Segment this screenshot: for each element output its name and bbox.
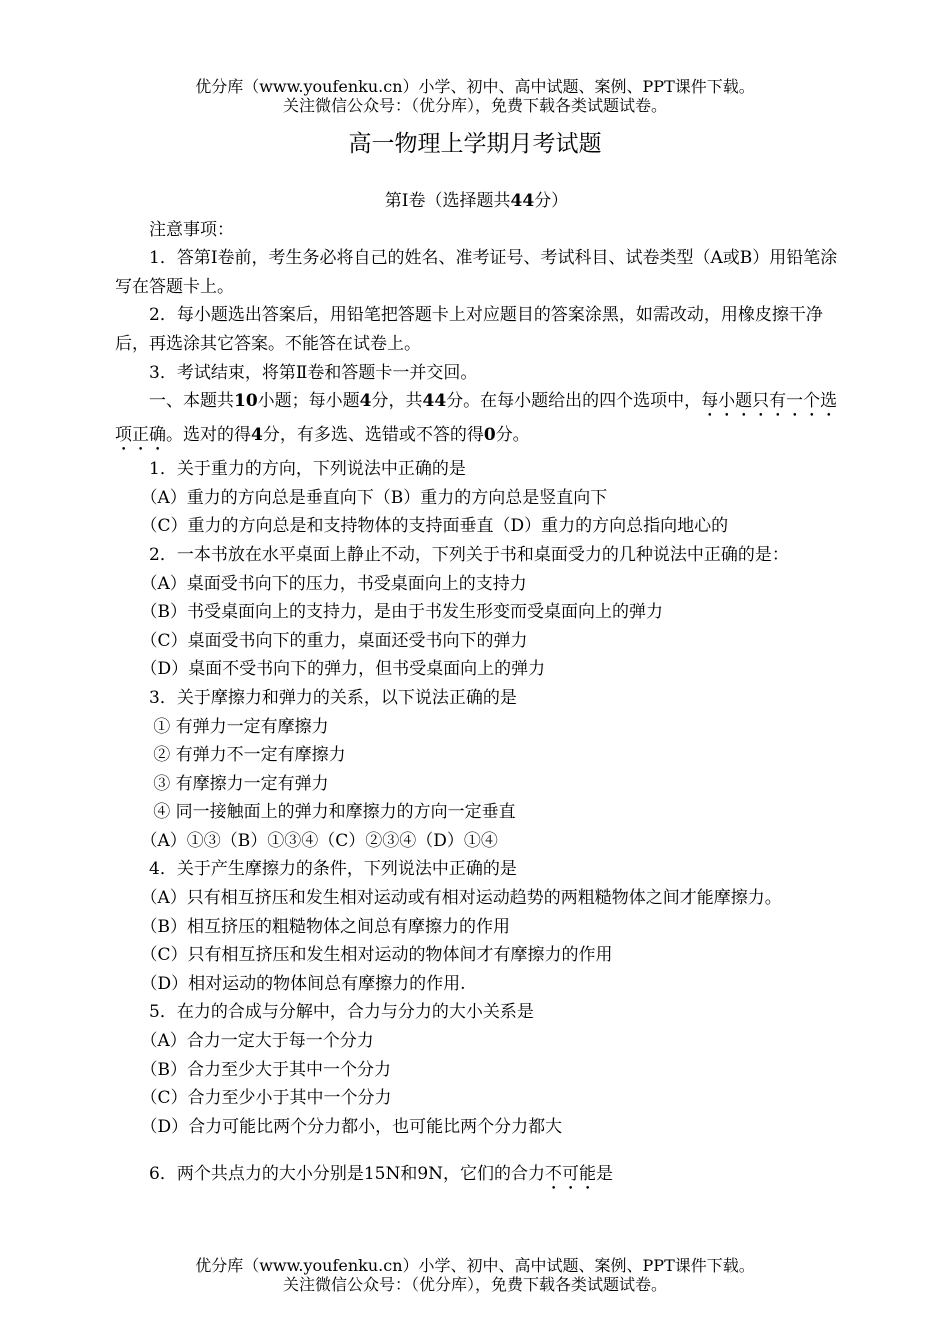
instruction-number: 4 (251, 425, 263, 446)
page-title: 高一物理上学期月考试题 (348, 131, 602, 157)
question-option: （A）合力一定大于每一个分力 (140, 1031, 374, 1052)
question-option: （D）相对运动的物体间总有摩擦力的作用. (140, 973, 466, 994)
instruction-number: 0 (483, 425, 496, 446)
question-options: （A）①③（B）①③④（C）②③④（D）①④ (140, 830, 498, 851)
header-line-1: 优分库（www.youfenku.cn）小学、初中、高中试题、案例、PPT课件下载。 (195, 77, 755, 96)
instruction-text: 分。 (495, 425, 530, 446)
question-option: （B）书受桌面向上的支持力，是由于书发生形变而受桌面向上的弹力 (140, 602, 663, 623)
question-statement: ③ 有摩擦力一定有弹力 (153, 773, 329, 794)
question-stem: 5．在力的合成与分解中，合力与分力的大小关系是 (149, 1002, 534, 1023)
question-option: （C）合力至少小于其中一个分力 (140, 1088, 392, 1109)
question-stem: 1．关于重力的方向，下列说法中正确的是 (149, 459, 466, 480)
instruction-number: 10 (234, 391, 258, 412)
instruction-number: 4 (359, 391, 372, 412)
notice-item: 2．每小题选出答案后，用铅笔把答题卡上对应题目的答案涂黑，如需改动，用橡皮擦干净后，再选涂其它答案。不能答在试卷上。 (115, 305, 823, 354)
question-options: （A）重力的方向总是垂直向下（B）重力的方向总是竖直向下 (140, 487, 608, 508)
section-score: 44 (510, 191, 535, 211)
header-line-2: 关注微信公众号：（优分库），免费下载各类试题试卷。 (282, 96, 667, 115)
footer-line-1: 优分库（www.youfenku.cn）小学、初中、高中试题、案例、PPT课件下载。 (195, 1256, 755, 1275)
footer-line-2: 关注微信公众号：（优分库），免费下载各类试题试卷。 (282, 1275, 667, 1294)
question-option: （C）只有相互挤压和发生相对运动的物体间才有摩擦力的作用 (140, 945, 613, 966)
question-option: （A）桌面受书向下的压力，书受桌面向上的支持力 (140, 573, 527, 594)
question-option: （A）只有相互挤压和发生相对运动或有相对运动趋势的两粗糙物体之间才能摩擦力。 (140, 888, 782, 909)
instruction-text: 分，共 (371, 391, 423, 412)
instruction-text: 一、本题共 (149, 391, 234, 412)
instruction-number: 44 (422, 391, 447, 412)
question-option: （C）桌面受书向下的重力，桌面还受书向下的弹力 (140, 630, 528, 651)
question-statement: ② 有弹力不一定有摩擦力 (153, 745, 346, 766)
paragraph-gap (115, 1141, 838, 1160)
instruction-text: 。选对的得 (166, 425, 251, 446)
instruction (115, 387, 838, 455)
question-stem: 2．一本书放在水平桌面上静止不动，下列关于书和桌面受力的几种说法中正确的是： (149, 544, 789, 565)
question-stem-text: 6．两个共点力的大小分别是15N和9N，它们的合力 (149, 1164, 546, 1185)
page-footer (0, 1256, 950, 1294)
question-option: （D）合力可能比两个分力都小，也可能比两个分力都大 (140, 1116, 563, 1137)
notice-item: 1．答第Ⅰ卷前，考生务必将自己的姓名、准考证号、考试科目、试卷类型（A或B）用铅笔涂写在答题卡上。 (115, 248, 838, 297)
notice-item: 3．考试结束，将第Ⅱ卷和答题卡一并交回。 (149, 362, 478, 383)
instruction-text: 小题；每小题 (257, 391, 360, 412)
instruction-text: 分。在每小题给出的四个选项中， (446, 391, 702, 412)
question-option: （B）合力至少大于其中一个分力 (140, 1059, 391, 1080)
question-stem (115, 1160, 838, 1194)
question-statement: ④ 同一接触面上的弹力和摩擦力的方向一定垂直 (153, 802, 516, 823)
question-options: （C）重力的方向总是和支持物体的支持面垂直（D）重力的方向总指向地心的 (140, 516, 729, 537)
question-stem: 4．关于产生摩擦力的条件，下列说法中正确的是 (149, 859, 517, 880)
instruction-text: 分，有多选、选错或不答的得 (262, 425, 484, 446)
page-header (0, 77, 950, 115)
notice-heading: 注意事项： (149, 219, 234, 240)
emphasized-text: 不可能 (545, 1164, 597, 1185)
question-stem: 3．关于摩擦力和弹力的关系，以下说法正确的是 (149, 687, 517, 708)
emphasized-text: 每小题只有一个选项正确 (115, 391, 838, 446)
question-option: （D）桌面不受书向下的弹力，但书受桌面向上的弹力 (140, 659, 546, 680)
document-body (115, 187, 838, 1194)
question-statement: ① 有弹力一定有摩擦力 (153, 716, 329, 737)
section-heading-pre: 第Ⅰ卷（选择题共 (384, 191, 511, 211)
section-heading-post: 分） (534, 191, 569, 211)
question-stem-text: 是 (596, 1164, 614, 1185)
section-heading (115, 187, 838, 216)
question-option: （B）相互挤压的粗糙物体之间总有摩擦力的作用 (140, 916, 510, 937)
